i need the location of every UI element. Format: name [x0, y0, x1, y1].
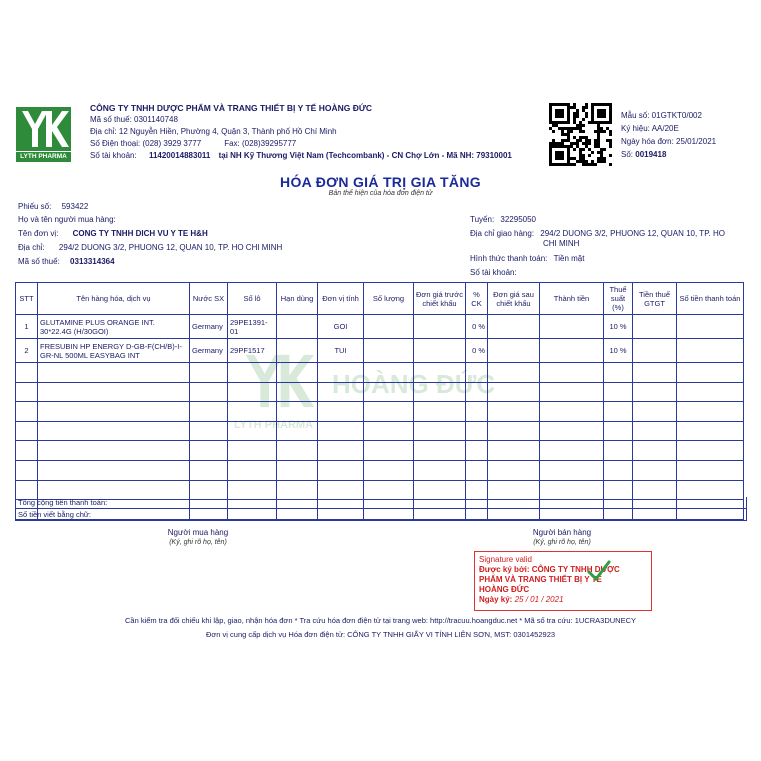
unit-name: CONG TY TNHH DICH VU Y TE H&H — [72, 229, 208, 238]
form-number: Mẫu số: 01GTKT0/002 — [621, 111, 702, 120]
header-cell: Số lượng — [364, 283, 414, 315]
cell-name: GLUTAMINE PLUS ORANGE INT. 30*22.4G (H/30GOI) — [38, 315, 190, 339]
delivery-address-1: 294/2 DUONG 3/2, PHUONG 12, QUAN 10, TP. HO — [540, 229, 725, 238]
empty-row — [16, 363, 744, 383]
cell-exp — [277, 339, 318, 363]
seller-bank: tại NH Kỹ Thương Việt Nam (Techcombank) - CN Chợ Lớn - Mã NH: 79310001 — [218, 151, 512, 160]
cell-ck: 0 % — [466, 339, 488, 363]
company-logo — [16, 107, 71, 162]
payment-method: Tiền mặt — [553, 254, 585, 263]
words-row: Số tiền viết bằng chữ: — [15, 509, 747, 521]
invoice-number: 0019418 — [635, 150, 667, 159]
address-line — [18, 243, 282, 253]
logo-text: LYTH PHARMA — [20, 153, 67, 160]
seller-tax: Mã số thuế: 0301140748 — [90, 115, 178, 124]
seller-account-no: 11420014883011 — [148, 151, 211, 160]
header-cell: Hạn dùng — [277, 283, 318, 315]
payment-label: Hình thức thanh toán: — [470, 254, 548, 263]
cell-unit: GOI — [318, 315, 364, 339]
empty-row — [16, 402, 744, 422]
buyer-tax-label: Mã số thuế: — [18, 257, 60, 266]
buyer-sign-title: Người mua hàng — [167, 528, 229, 537]
watermark-sub: LYTH PHARMA — [234, 419, 314, 431]
header-cell: Nước SX — [190, 283, 228, 315]
seller-address: Địa chỉ: 12 Nguyễn Hiền, Phường 4, Quận 3, Thành phố Hồ Chí Minh — [90, 127, 337, 136]
buyer-tax-line — [18, 257, 115, 267]
qr-code — [549, 103, 612, 166]
header-cell: Số tiền thanh toán — [677, 283, 744, 315]
cell-vat-rate: 10 % — [604, 315, 633, 339]
seller-sign-sub: (Ký, ghi rõ họ, tên) — [533, 539, 591, 546]
table-header — [16, 283, 744, 315]
table-row — [16, 315, 744, 339]
cell-vat-rate: 10 % — [604, 339, 633, 363]
invoice-title: HÓA ĐƠN GIÁ TRỊ GIA TĂNG — [280, 174, 481, 190]
header-cell: Số lô — [228, 283, 277, 315]
cell-amount — [540, 339, 604, 363]
cell-price-after — [488, 339, 540, 363]
header-cell: Đơn giá trước chiết khấu — [414, 283, 466, 315]
digital-signature-box — [474, 551, 652, 611]
seller-info — [90, 103, 512, 163]
cell-country: Germany — [190, 339, 228, 363]
cell-lot: 29PE1391-01 — [228, 315, 277, 339]
cell-price-after — [488, 315, 540, 339]
sign-date: 25 / 01 / 2021 — [514, 595, 564, 604]
seller-name: CÔNG TY TNHH DƯỢC PHẨM VÀ TRANG THIẾT BỊ Y TẾ HOÀNG ĐỨC — [90, 103, 373, 113]
cell-amount — [540, 315, 604, 339]
footer-line-2: Đơn vị cung cấp dịch vụ Hóa đơn điện tử: CÔNG TY TNHH GIẤY VI TÍNH LIÊN SƠN, MST: 0301452923 — [205, 630, 556, 639]
delivery-line — [470, 229, 725, 239]
signed-by-2: PHẨM VÀ TRANG THIẾT BỊ Y TẾ — [479, 575, 602, 584]
items-table — [15, 282, 744, 520]
seller-fax: Fax: (028)39295777 — [224, 139, 297, 148]
buyer-account-label: Số tài khoản: — [470, 268, 517, 277]
ticket-label: Phiếu số: — [18, 202, 52, 211]
header-cell: STT — [16, 283, 38, 315]
cell-price-before — [414, 315, 466, 339]
unit-label: Tên đơn vị: — [18, 229, 59, 238]
seller-sign-title: Người bán hàng — [532, 528, 592, 537]
cell-lot: 29PF1517 — [228, 339, 277, 363]
ticket-line — [18, 202, 88, 212]
invoice-meta — [621, 111, 716, 163]
signed-by-1: Được ký bởi: CÔNG TY TNHH DƯỢC — [479, 565, 620, 574]
invoice-symbol: Ký hiệu: AA/20E — [621, 124, 679, 133]
cell-stt: 1 — [16, 315, 38, 339]
header-cell: % CK — [466, 283, 488, 315]
cell-country: Germany — [190, 315, 228, 339]
cell-total — [677, 315, 744, 339]
empty-row — [16, 441, 744, 461]
unit-line — [18, 229, 208, 239]
cell-stt: 2 — [16, 339, 38, 363]
cell-unit: TUI — [318, 339, 364, 363]
header-cell: Tên hàng hóa, dịch vụ — [38, 283, 190, 315]
table-row — [16, 339, 744, 363]
invoice-number-label: Số: — [621, 150, 634, 159]
header-cell: Thành tiền — [540, 283, 604, 315]
cell-price-before — [414, 339, 466, 363]
header-cell: Tiền thuế GTGT — [633, 283, 677, 315]
ticket-number: 593422 — [61, 202, 89, 211]
header-cell: Đơn vị tính — [318, 283, 364, 315]
payment-line — [470, 254, 584, 264]
header-cell: Đơn giá sau chiết khấu — [488, 283, 540, 315]
buyer-tax: 0313314364 — [70, 257, 115, 266]
buyer-address: 294/2 DUONG 3/2, PHUONG 12, QUAN 10, TP. HO CHI MINH — [58, 243, 283, 252]
cell-qty — [364, 339, 414, 363]
seller-phone: Số Điện thoại: (028) 3929 3777 — [90, 139, 202, 148]
delivery-label: Địa chỉ giao hàng: — [470, 229, 535, 238]
cell-vat — [633, 339, 677, 363]
cell-ck: 0 % — [466, 315, 488, 339]
buyer-sign-sub: (Ký, ghi rõ họ, tên) — [169, 539, 227, 546]
cell-vat — [633, 315, 677, 339]
header-cell: Thuế suất (%) — [604, 283, 633, 315]
total-row: Tổng cộng tiền thanh toán: — [15, 497, 747, 509]
delivery-address-2: CHI MINH — [543, 239, 580, 248]
cell-qty — [364, 315, 414, 339]
sign-date-label: Ngày ký: — [479, 595, 513, 604]
empty-row — [16, 382, 744, 402]
footer-line-1: Cần kiểm tra đối chiếu khi lập, giao, nhận hóa đơn * Tra cứu hóa đơn điện tử tại trang web: http://tracuu.hoangduc.net * Mã số tra cứu: 1UCRA3DUNECY — [124, 616, 636, 625]
signature-valid: Signature valid — [479, 555, 532, 564]
check-icon — [587, 560, 611, 582]
invoice-subtitle: Bản thể hiện của hóa đơn điện tử — [328, 190, 433, 197]
invoice-date: Ngày hóa đơn: 25/01/2021 — [621, 137, 717, 146]
watermark-text: HOÀNG ĐỨC — [332, 369, 496, 399]
empty-row — [16, 421, 744, 441]
route-value: 32295050 — [500, 215, 536, 224]
signed-by-3: HOÀNG ĐỨC — [479, 585, 530, 594]
route-label: Tuyến: — [470, 215, 495, 224]
cell-total — [677, 339, 744, 363]
address-label: Địa chỉ: — [18, 243, 45, 252]
empty-row — [16, 460, 744, 480]
cell-name: FRESUBIN HP ENERGY D-GB-F(CH/B)-I-GR-NL 500ML EASYBAG INT — [38, 339, 190, 363]
buyer-name-label: Họ và tên người mua hàng: — [18, 215, 116, 224]
seller-account-label: Số tài khoản: — [90, 151, 137, 160]
cell-exp — [277, 315, 318, 339]
route-line — [470, 215, 536, 225]
